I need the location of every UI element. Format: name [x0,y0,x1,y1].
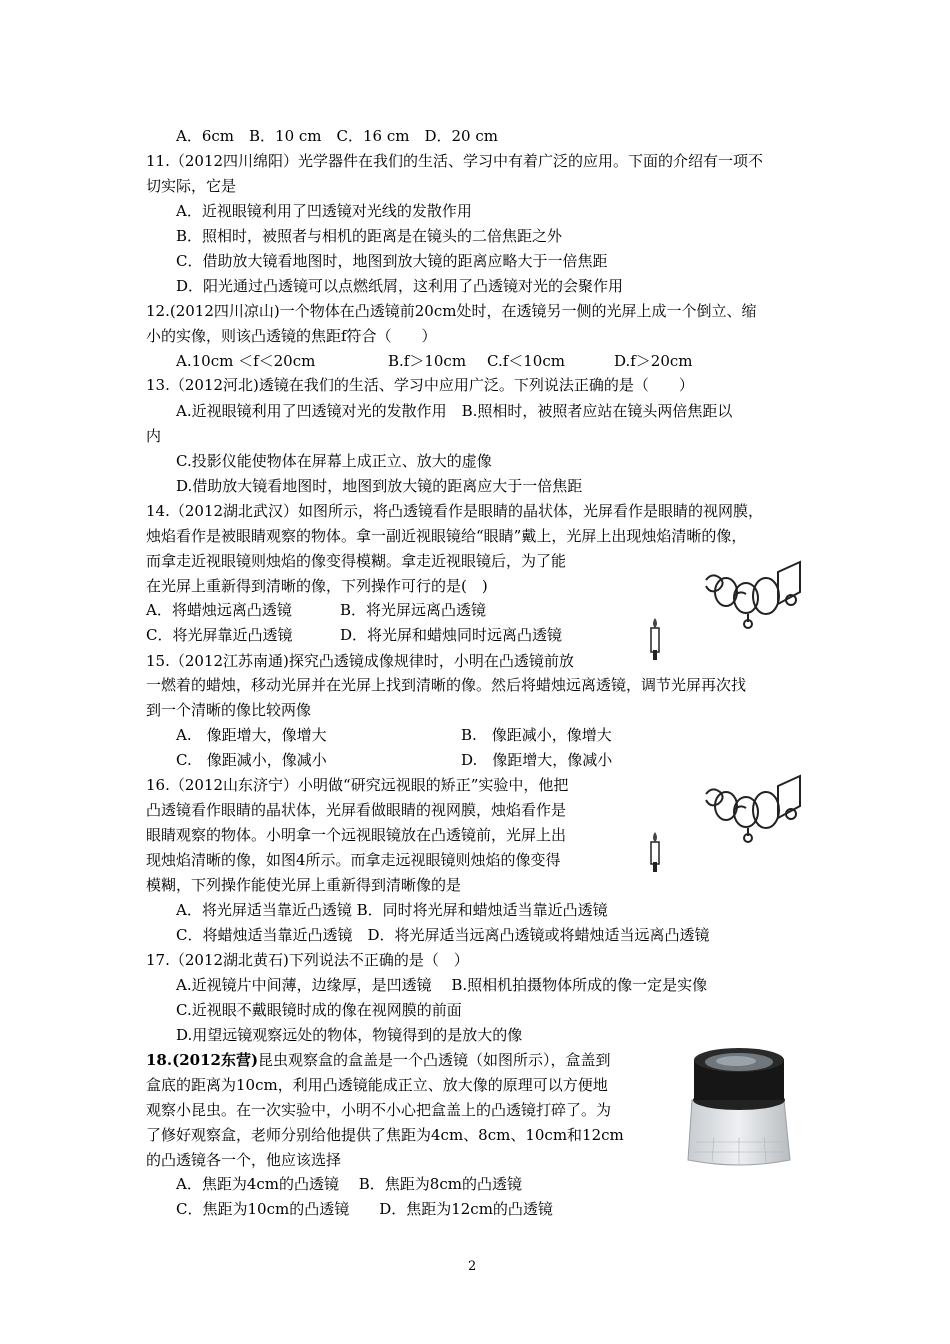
q16-stem-2: 凸透镜看作眼睛的晶状体，光屏看做眼睛的视网膜，烛焰看作是 [146,801,567,819]
q11-option-a: A．近视眼镜利用了凹透镜对光线的发散作用 [176,202,472,220]
q16-option-cd: C．将蜡烛适当靠近凸透镜 D．将光屏适当远离凸透镜或将蜡烛适当远离凸透镜 [176,926,710,944]
q18-label: 18.(2012东营) [146,1051,259,1069]
q15-option-b: B. 像距减小，像增大 [461,726,612,744]
q14-option-b: B．将光屏远离凸透镜 [340,601,487,619]
q17-stem: 17.（2012湖北黄石)下列说法不正确的是（ ） [146,951,469,969]
q11-stem: 11.（2012四川绵阳）光学器件在我们的生活、学习中有着广泛的应用。下面的介绍有一项不 [146,152,764,170]
q15-stem: 15.（2012江苏南通)探究凸透镜成像规律时，小明在凸透镜前放 [146,652,574,670]
q18-stem-2: 盒底的距离为10cm，利用凸透镜能成正立、放大像的原理可以方便地 [146,1076,608,1094]
q17-option-d: D.用望远镜观察远处的物体，物镜得到的是放大的像 [176,1026,523,1044]
q14-option-d: D．将光屏和蜡烛同时远离凸透镜 [340,626,563,644]
q13-option-ab-cont: 内 [146,427,162,445]
q14-stem-2: 烛焰看作是被眼睛观察的物体。拿一副近视眼镜给“眼睛”戴上，光屏上出现烛焰清晰的像， [146,527,747,545]
q14-option-a: A．将蜡烛远离凸透镜 [146,601,292,619]
q10-options: A．6cm B．10 cm C．16 cm D．20 cm [176,127,498,145]
q12-option-d: D.f＞20cm [614,352,693,370]
q15-option-c: C. 像距减小，像减小 [176,751,327,769]
q16-stem-3: 眼睛观察的物体。小明拿一个远视眼镜放在凸透镜前，光屏上出 [146,826,567,844]
q11-option-c: C．借助放大镜看地图时，地图到放大镜的距离应略大于一倍焦距 [176,252,608,270]
q14-stem-3: 而拿走近视眼镜则烛焰的像变得模糊。拿走近视眼镜后，为了能 [146,552,567,570]
q15-option-a: A. 像距增大，像增大 [176,726,327,744]
q12-option-c: C.f＜10cm [487,352,565,370]
eye-model-figure-2 [648,770,818,880]
q14-stem-4: 在光屏上重新得到清晰的像，下列操作可行的是( ) [146,577,488,595]
q16-option-ab: A．将光屏适当靠近凸透镜 B．同时将光屏和蜡烛适当靠近凸透镜 [176,901,608,919]
eye-model-figure-1 [648,556,818,676]
q13-option-c: C.投影仪能使物体在屏幕上成正立、放大的虚像 [176,452,492,470]
q12-stem-cont: 小的实像，则该凸透镜的焦距f符合（ ） [146,327,437,345]
q11-option-b: B．照相时，被照者与相机的距离是在镜头的二倍焦距之外 [176,227,563,245]
q15-option-d: D. 像距增大，像减小 [461,751,613,769]
q18-stem-4: 了修好观察盒，老师分别给他提供了焦距为4cm、8cm、10cm和12cm [146,1126,624,1144]
q14-stem: 14.（2012湖北武汉）如图所示，将凸透镜看作是眼睛的晶状体，光屏看作是眼睛的视网膜， [146,502,764,520]
q12-option-b: B.f＞10cm [388,352,467,370]
q18-stem: 18.(2012东营)昆虫观察盒的盒盖是一个凸透镜（如图所示），盒盖到 [146,1051,611,1069]
q18-stem-5: 的凸透镜各一个，他应该选择 [146,1151,342,1169]
q13-option-ab: A.近视眼镜利用了凹透镜对光的发散作用 B.照相时，被照者应站在镜头两倍焦距以 [176,402,733,420]
q15-stem-2: 一燃着的蜡烛，移动光屏并在光屏上找到清晰的像。然后将蜡烛远离透镜，调节光屏再次找 [146,676,747,694]
page-number: 2 [468,1259,477,1274]
q18-option-ab: A．焦距为4cm的凸透镜 B．焦距为8cm的凸透镜 [176,1175,522,1193]
q12-option-a: A.10cm ＜f＜20cm [176,352,316,370]
q11-stem-cont: 切实际，它是 [146,177,237,195]
q18-option-cd: C．焦距为10cm的凸透镜 D．焦距为12cm的凸透镜 [176,1200,553,1218]
q18-stem-3: 观察小昆虫。在一次实验中，小明不小心把盒盖上的凸透镜打碎了。为 [146,1101,612,1119]
q12-stem: 12.(2012四川凉山)一个物体在凸透镜前20cm处时，在透镜另一侧的光屏上成一个倒立、缩 [146,302,757,320]
q13-option-d: D.借助放大镜看地图时，地图到放大镜的距离应大于一倍焦距 [176,477,583,495]
q16-stem-5: 模糊，下列操作能使光屏上重新得到清晰像的是 [146,876,462,894]
q14-option-c: C．将光屏靠近凸透镜 [146,626,293,644]
q17-option-c: C.近视眼不戴眼镜时成的像在视网膜的前面 [176,1001,462,1019]
q11-option-d: D．阳光通过凸透镜可以点燃纸屑，这利用了凸透镜对光的会聚作用 [176,277,624,295]
insect-box-figure [684,1042,794,1170]
q13-stem: 13.（2012河北)透镜在我们的生活、学习中应用广泛。下列说法正确的是（ ） [146,376,694,394]
q16-stem: 16.（2012山东济宁）小明做“研究远视眼的矫正”实验中，他把 [146,776,569,794]
q16-stem-4: 现烛焰清晰的像，如图4所示。而拿走远视眼镜则烛焰的像变得 [146,851,561,869]
q17-option-ab: A.近视镜片中间薄，边缘厚，是凹透镜 B.照相机拍摄物体所成的像一定是实像 [176,976,708,994]
q15-stem-3: 到一个清晰的像比较两像 [146,701,312,719]
